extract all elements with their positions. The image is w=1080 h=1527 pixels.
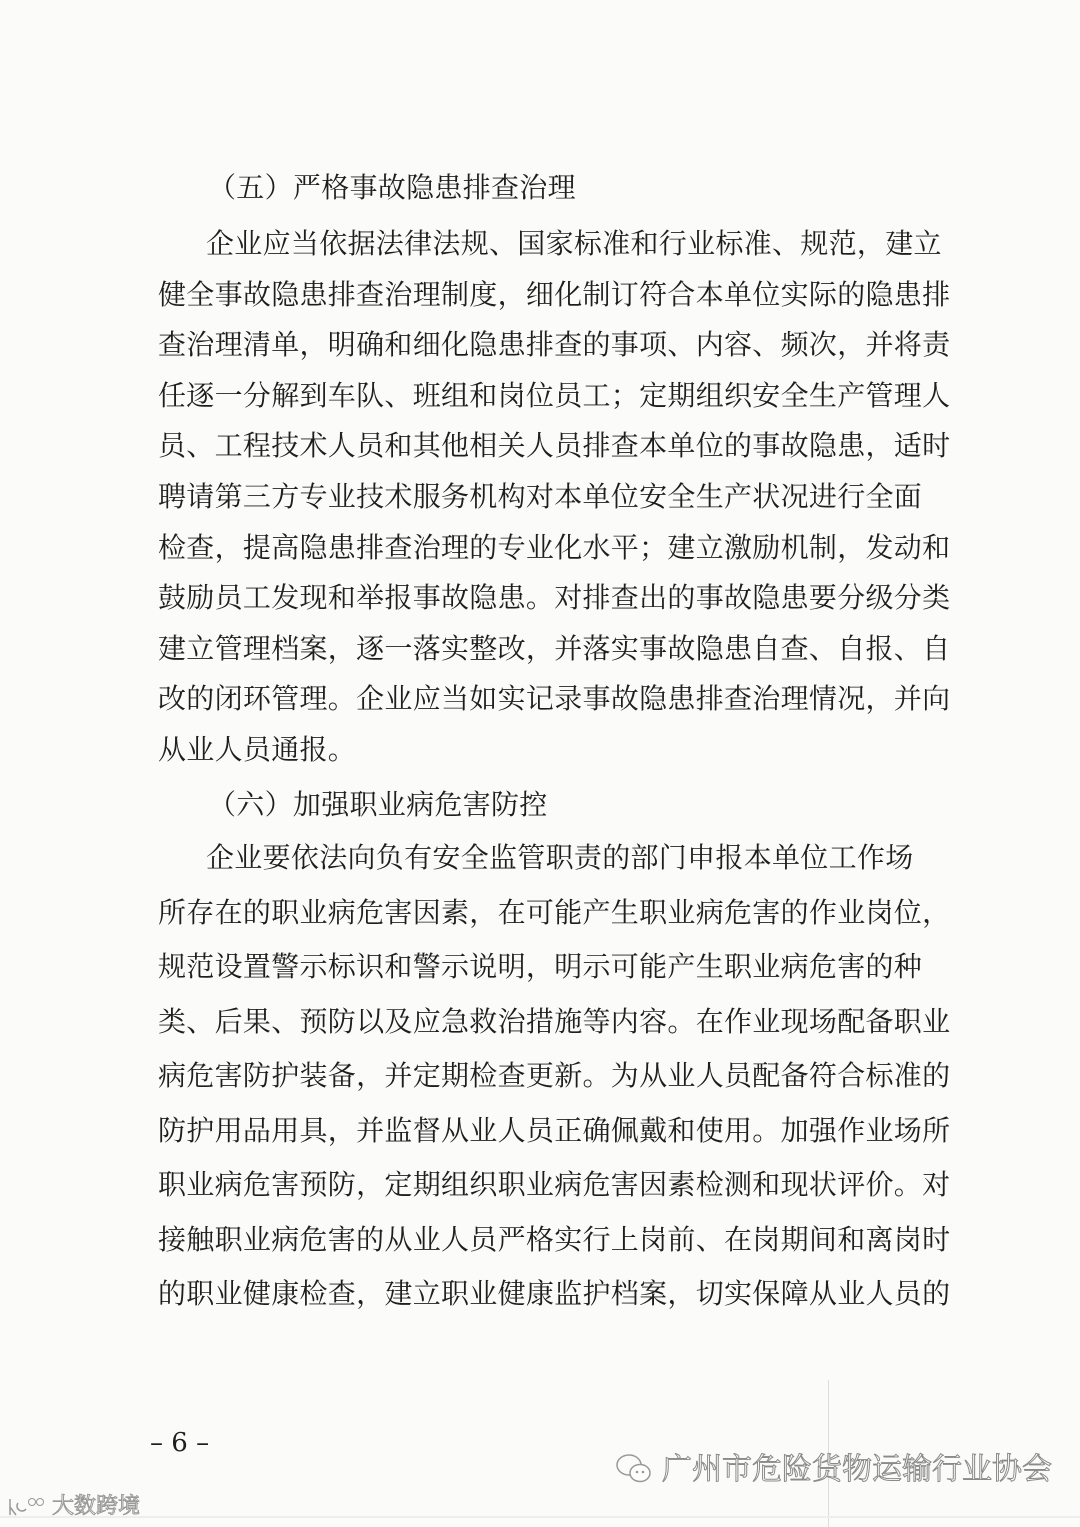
scan-edge [0,1516,1080,1518]
paragraph-line: 企业应当依据法律法规、国家标准和行业标准、规范，建立 [206,227,942,260]
paragraph-line: 建立管理档案，逐一落实整改，并落实事故隐患自查、自报、自 [158,631,951,665]
site-logo-icon [6,1495,46,1519]
section-heading-6: （六）加强职业病危害防控 [208,788,548,821]
site-watermark [6,1494,140,1520]
paragraph-line: 接触职业病危害的从业人员严格实行上岗前、在岗期间和离岗时 [158,1222,951,1256]
paragraph-line: 查治理清单，明确和细化隐患排查的事项、内容、频次，并将责 [158,328,951,362]
paragraph-line: 职业病危害预防，定期组织职业病危害因素检测和现状评价。对 [158,1168,951,1201]
paragraph-line: 类、后果、预防以及应急救治措施等内容。在作业现场配备职业 [158,1004,951,1038]
wechat-account-name: 广州市危险货物运输行业协会 [662,1452,1052,1487]
section-heading-5: （五）严格事故隐患排查治理 [208,171,576,204]
site-name: 大数跨境 [52,1494,141,1519]
paragraph-line: 规范设置警示标识和警示说明，明示可能产生职业病危害的种 [158,950,923,983]
paragraph-line: 员、工程技术人员和其他相关人员排查本单位的事故隐患，适时 [158,429,951,463]
paragraph-line: 的职业健康检查，建立职业健康监护档案，切实保障从业人员的 [158,1277,951,1310]
paragraph-line: 从业人员通报。 [158,733,357,766]
paragraph-line: 检查，提高隐患排查治理的专业化水平；建立激励机制，发动和 [158,530,951,564]
paragraph-line: 聘请第三方专业技术服务机构对本单位安全生产状况进行全面 [158,480,923,513]
paragraph-line: 改的闭环管理。企业应当如实记录事故隐患排查治理情况，并向 [158,682,951,716]
paragraph-line: 企业要依法向负有安全监管职责的部门申报本单位工作场 [206,841,914,874]
wechat-watermark [614,1452,1052,1488]
paragraph-line: 所存在的职业病危害因素，在可能产生职业病危害的作业岗位， [158,895,951,929]
paragraph-line: 健全事故隐患排查治理制度，细化制订符合本单位实际的隐患排 [158,277,951,311]
paragraph-line: 任逐一分解到车队、班组和岗位员工；定期组织安全生产管理人 [158,378,951,412]
wechat-icon [614,1452,654,1488]
paragraph-line: 鼓励员工发现和举报事故隐患。对排查出的事故隐患要分级分类 [158,581,951,615]
page-number: – 6 – [150,1428,210,1458]
paragraph-line: 防护用品用具，并监督从业人员正确佩戴和使用。加强作业场所 [158,1113,951,1147]
paragraph-line: 病危害防护装备，并定期检查更新。为从业人员配备符合标准的 [158,1059,951,1092]
